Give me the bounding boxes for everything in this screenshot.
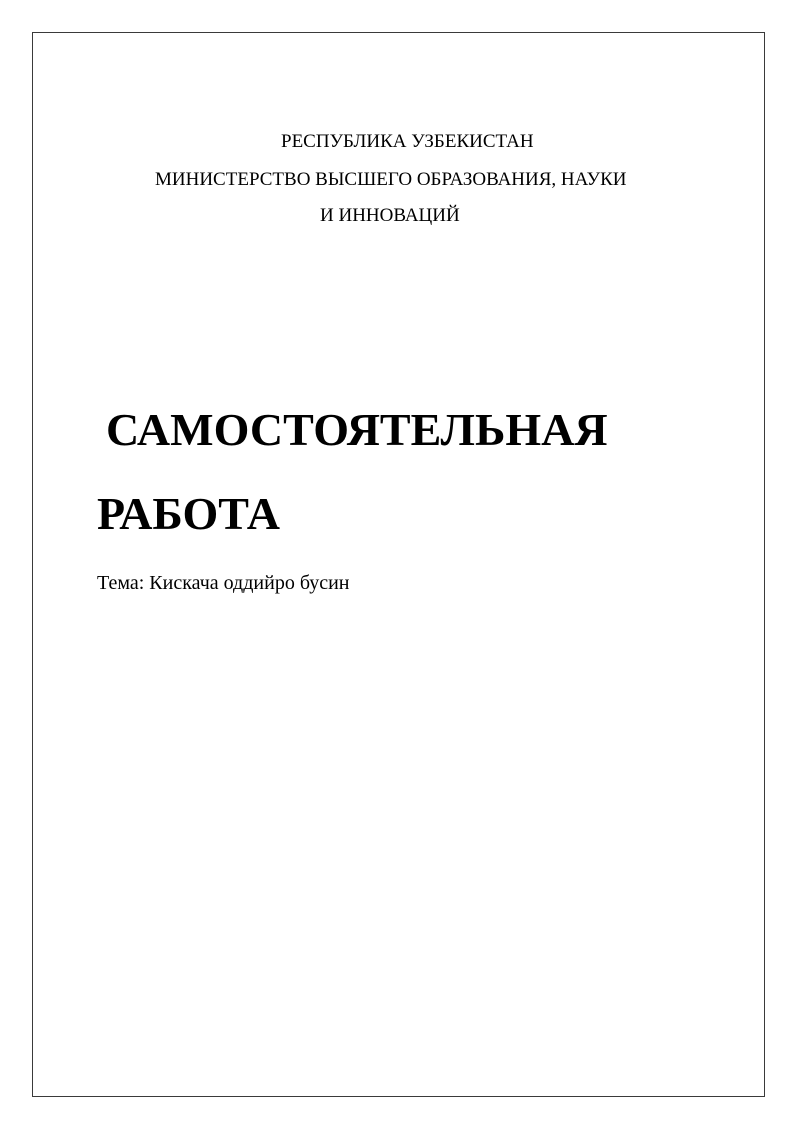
ministry-heading-continued: И ИННОВАЦИЙ <box>320 205 460 226</box>
document-title-line2: РАБОТА <box>97 488 280 539</box>
document-title-line1: САМОСТОЯТЕЛЬНАЯ <box>106 404 608 455</box>
topic-label: Тема: Кискача оддийро бусин <box>97 572 350 594</box>
page-border <box>32 32 765 1097</box>
country-heading: РЕСПУБЛИКА УЗБЕКИСТАН <box>281 131 534 152</box>
ministry-heading: МИНИСТЕРСТВО ВЫСШЕГО ОБРАЗОВАНИЯ, НАУКИ <box>155 169 627 190</box>
